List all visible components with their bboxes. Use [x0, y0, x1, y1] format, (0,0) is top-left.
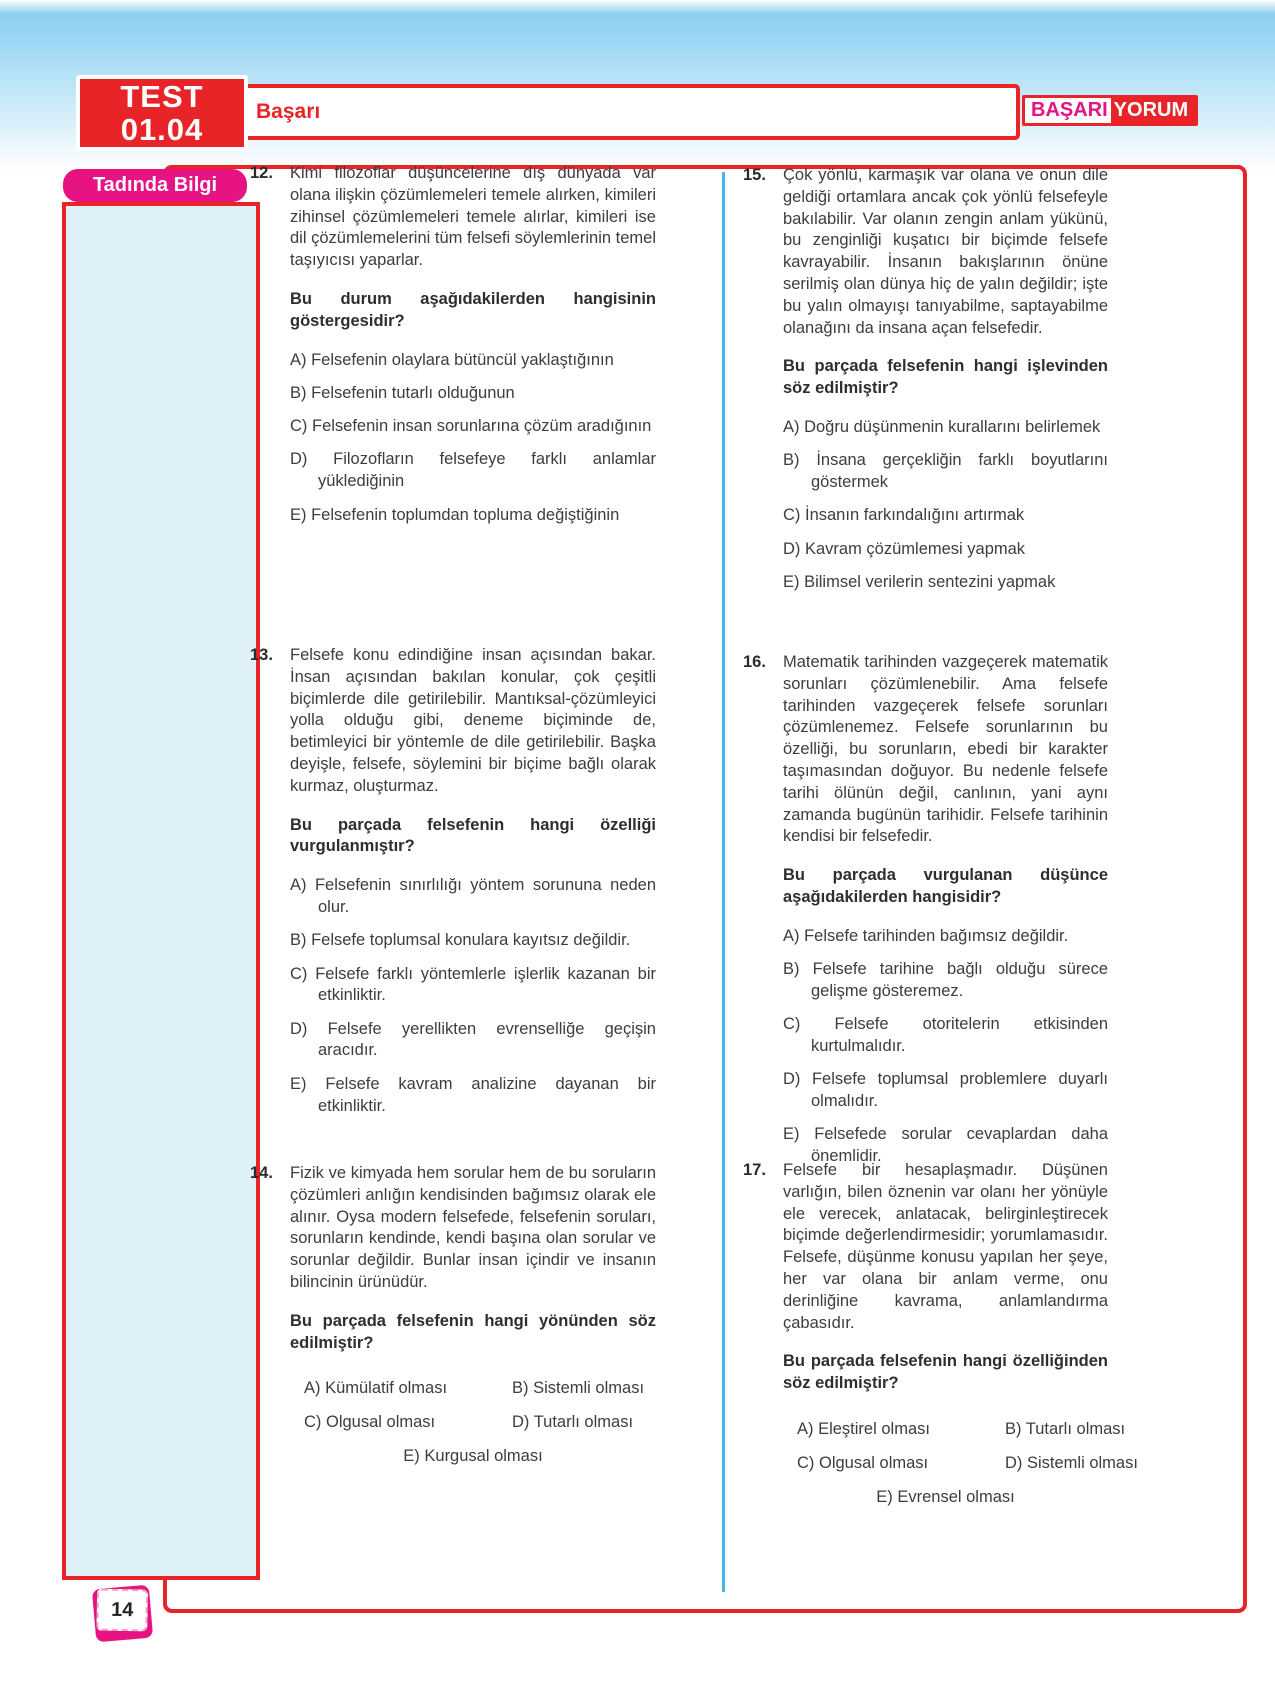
option-d: D) Sistemli olması	[1005, 1453, 1138, 1472]
option-b: B) Tutarlı olması	[1005, 1419, 1126, 1438]
option-d: D) Felsefe yerellikten evrenselliğe geçişin aracıdır.	[290, 1019, 656, 1060]
option-d: D) Filozofların felsefeye farklı anlamlar yüklediğinin	[290, 450, 656, 491]
question-text: Felsefe konu edindiğine insan açısından bakar. İnsan açısından bakılan konular, çok çeşitli biçimlerde dile getirilebilir. Mantıksal-çözümleyici yolla olduğu gibi, deneme biçiminde de, betimleyici bir yöntemle de dile getirilebilir. Başka deyişle, felsefe, söylemini bir biçime bağlı olarak kurmaz, oluşturmaz.	[290, 646, 656, 795]
option-c: C) Felsefe farklı yöntemlerle işlerlik kazanan bir etkinliktir.	[290, 964, 656, 1005]
question-text: Felsefe bir hesaplaşmadır. Düşünen varlığın, bilen öznenin var olanı her yönüyle ele verecek, anlatacak, belirginleştirecek biçimde değerlendirmesidir; yorumlamasıdır. Felsefe, düşünme konusu yapılan her şeye, her var olana bir anlam verme, onu derinliğine kavrama, anlamlandırma çabasıdır.	[783, 1161, 1108, 1332]
option-b: B) Felsefe toplumsal konulara kayıtsız değildir.	[290, 931, 631, 950]
question-17	[743, 1160, 1138, 1508]
question-stem: Bu parçada felsefenin hangi özelliğinden söz edilmiştir?	[783, 1352, 1108, 1393]
options-list	[783, 417, 1108, 594]
option-c: C) Felsefe otoritelerin etkisinden kurtulmalıdır.	[783, 1015, 1108, 1055]
option-d: D) Felsefe toplumsal problemlere duyarlı olmalıdır.	[783, 1070, 1108, 1111]
question-text: Fizik ve kimyada hem sorular hem de bu soruların çözümleri anlığın kendisinden bağımsız olarak ele alınır. Oysa modern felsefede, felsefenin soruları, sorunların kendinde, kendi başına olan sorular ve sorunlar değildir. Bunlar insan içindir ve insanın bilincinin ürünüdür.	[290, 1164, 656, 1291]
page-number: 14	[96, 1589, 148, 1632]
options-row	[290, 1378, 656, 1400]
options-list	[783, 926, 1108, 1168]
question-number: 17.	[743, 1161, 766, 1179]
question-number: 16.	[743, 653, 766, 671]
options-row	[783, 1419, 1126, 1441]
header-title: Başarı	[256, 100, 321, 123]
option-c: C) İnsanın farkındalığını artırmak	[783, 506, 1025, 525]
sidebar-info-panel	[62, 202, 260, 1580]
option-c: C) Olgusal olması	[797, 1453, 929, 1472]
question-stem: Bu durum aşağıdakilerden hangisinin göstergesidir?	[290, 289, 656, 330]
option-b: B) Felsefe tarihine bağlı olduğu sürece gelişme gösteremez.	[783, 960, 1108, 1000]
question-stem: Bu parçada vurgulanan düşünce aşağıdakilerden hangisidir?	[783, 866, 1108, 906]
options-list	[290, 350, 656, 527]
option-a: A) Eleştirel olması	[797, 1419, 930, 1438]
column-divider	[722, 172, 725, 1592]
question-number: 13.	[250, 646, 273, 664]
options-grid	[290, 1378, 656, 1467]
option-d: D) Kavram çözümlemesi yapmak	[783, 539, 1026, 558]
question-12	[250, 163, 656, 526]
option-a: A) Felsefenin sınırlılığı yöntem sorununa neden olur.	[290, 876, 656, 916]
option-e: E) Felsefede sorular cevaplardan daha önemlidir.	[783, 1125, 1108, 1166]
option-d: D) Tutarlı olması	[512, 1413, 634, 1432]
option-a: A) Felsefenin olaylara bütüncül yaklaştığının	[290, 350, 614, 369]
test-number-box	[76, 75, 248, 151]
option-a: A) Kümülatif olması	[304, 1379, 448, 1398]
option-c: C) Felsefenin insan sorunlarına çözüm aradığının	[290, 417, 652, 436]
options-row	[290, 1412, 656, 1434]
option-b: B) Sistemli olması	[512, 1379, 645, 1398]
question-number: 12.	[250, 164, 273, 182]
question-stem: Bu parçada felsefenin hangi işlevinden söz edilmiştir?	[783, 357, 1108, 398]
logo-text-basari: BAŞARI	[1025, 98, 1111, 123]
sidebar-label: Tadında Bilgi	[63, 169, 247, 202]
options-grid	[783, 1419, 1138, 1508]
publisher-logo	[1022, 95, 1198, 126]
question-15	[743, 165, 1108, 594]
question-13	[250, 645, 656, 1117]
question-stem: Bu parçada felsefenin hangi yönünden söz edilmiştir?	[290, 1311, 656, 1352]
option-e: E) Kurgusal olması	[403, 1446, 543, 1465]
option-e: E) Bilimsel verilerin sentezini yapmak	[783, 572, 1056, 591]
test-label: TEST	[120, 79, 204, 114]
logo-text-yorum: YORUM	[1111, 98, 1195, 123]
option-b: B) İnsana gerçekliğin farklı boyutlarını göstermek	[783, 451, 1108, 492]
option-e: E) Felsefenin toplumdan topluma değiştiğinin	[290, 505, 620, 524]
question-14	[250, 1163, 656, 1468]
options-list	[290, 875, 656, 1117]
question-stem: Bu parçada felsefenin hangi özelliği vurgulanmıştır?	[290, 815, 656, 856]
question-number: 14.	[250, 1164, 273, 1182]
option-c: C) Olgusal olması	[304, 1413, 436, 1432]
question-text: Kimi filozoflar düşüncelerine dış dünyada var olana ilişkin çözümlemeleri temele alırken, kimileri zihinsel çözümlemeleri temele alırlar, kimileri ise dil çözümlemelerini tüm felsefi söylemlerinin temel taşıyıcısı yaparlar.	[290, 164, 656, 270]
option-a: A) Doğru düşünmenin kurallarını belirlemek	[783, 417, 1101, 436]
question-text: Matematik tarihinden vazgeçerek matematik sorunları çözümlenebilir. Ama felsefe tarihinden vazgeçerek felsefe sorunları çözümlenemez. Felsefe sorunlarının bu özelliği, bu sorunların, ebedi bir karakter taşımasından doğuyor. Bu nedenle felsefe tarihi ölünün değil, canlının, yani aynı zamanda bugünün tarihidir. Felsefe tarihinin kendisi bir felsefedir.	[783, 653, 1108, 846]
option-e: E) Felsefe kavram analizine dayanan bir etkinliktir.	[290, 1074, 656, 1115]
question-text: Çok yönlü, karmaşık var olana ve onun dile geldiği ortamlara ancak çok yönlü felsefeyle bakılabilir. Var olanın zengin anlam yükünü, bu zenginliği kuşatıcı bir biçimde felsefe kavrayabilir. İnsanın bakışlarının önüne serilmiş olan dünya hiç de yalın değildir; işte bu yalın olmayışı tanıyabilme, saptayabilme olanağını da insana açan felsefedir.	[783, 166, 1108, 337]
test-number: 01.04	[120, 112, 204, 147]
question-number: 15.	[743, 166, 766, 184]
option-b: B) Felsefenin tutarlı olduğunun	[290, 383, 515, 402]
options-row	[783, 1453, 1138, 1475]
question-16	[743, 652, 1108, 1168]
page-number-badge	[92, 1585, 153, 1643]
option-e: E) Evrensel olması	[876, 1487, 1015, 1506]
option-a: A) Felsefe tarihinden bağımsız değildir.	[783, 926, 1069, 945]
header-bar	[230, 84, 1020, 140]
